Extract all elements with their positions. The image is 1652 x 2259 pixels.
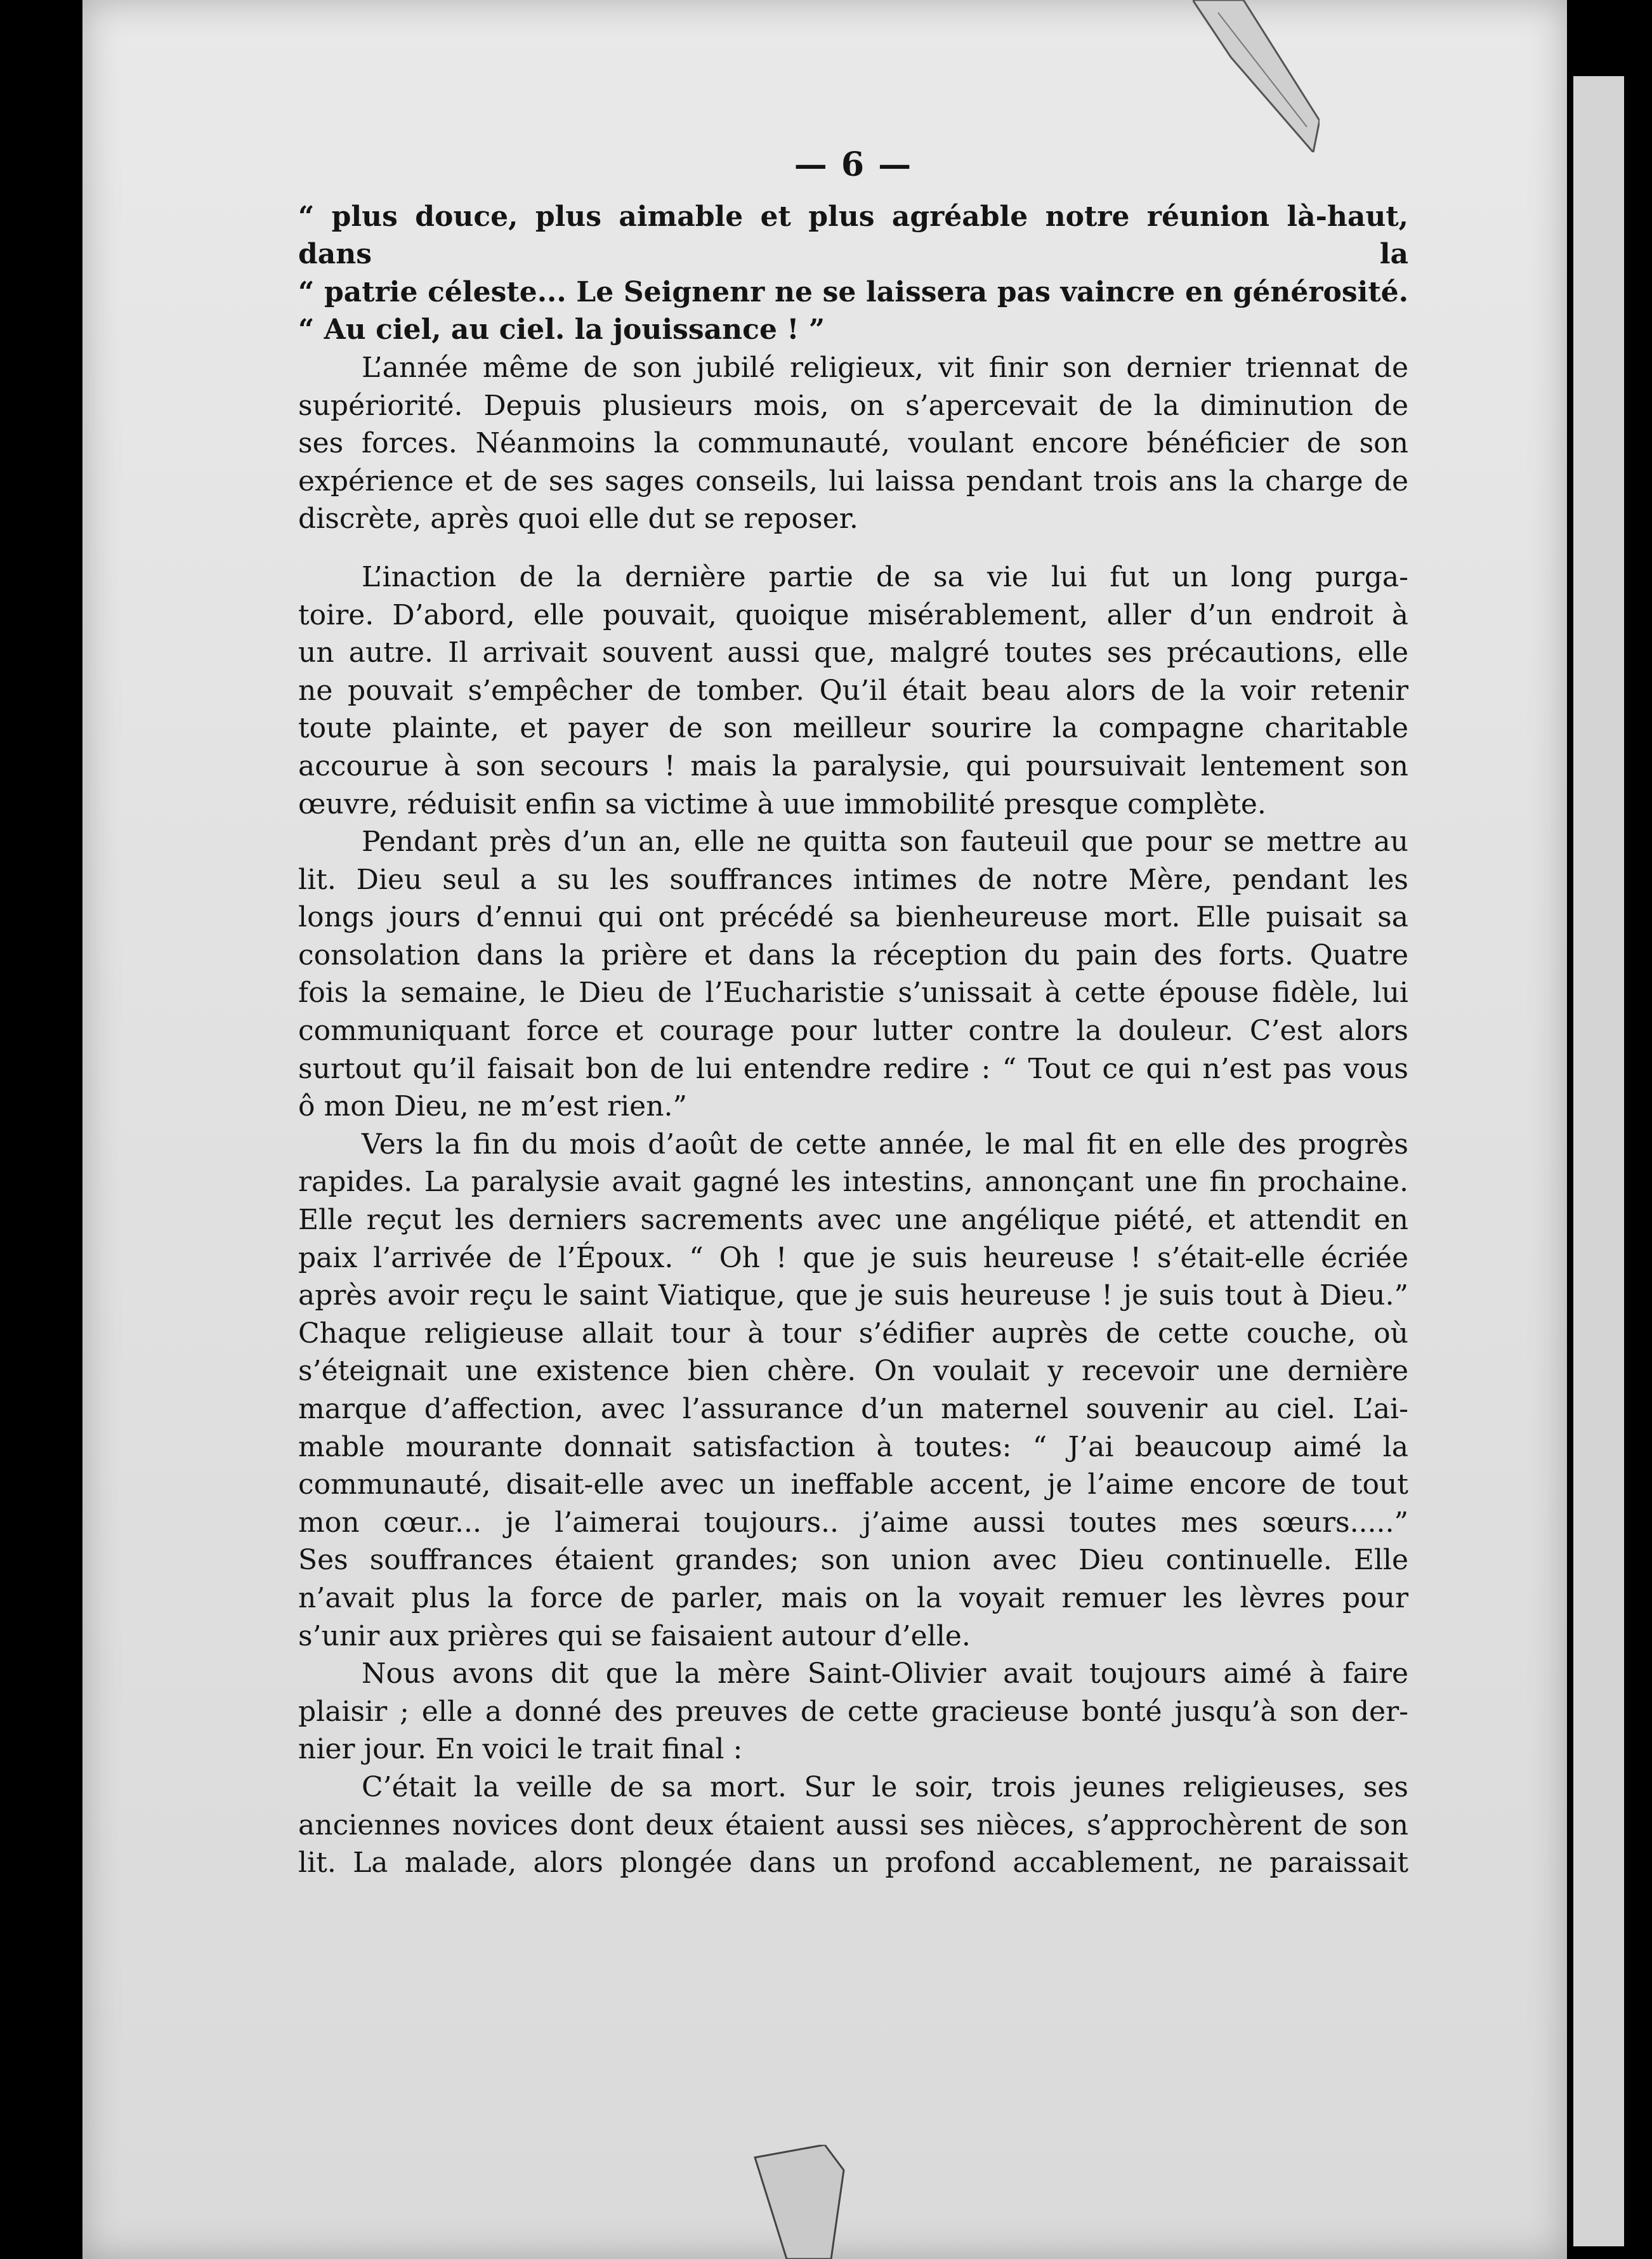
text-line: communiquant force et courage pour lutter contre la douleur. C’est alors (298, 1015, 1408, 1048)
text-line: nier jour. En voici le trait final : (298, 1733, 743, 1766)
text-line: plaisir ; elle a donné des preuves de cette gracieuse bonté jusqu’à son der- (298, 1695, 1408, 1728)
page-edge-strip (1573, 76, 1624, 2246)
text-line: communauté, disait-elle avec un ineffable accent, je l’aime encore de tout (298, 1468, 1408, 1501)
text-line: surtout qu’il faisait bon de lui entendre redire : “ Tout ce qui n’est pas vous (298, 1052, 1408, 1085)
text-line: Chaque religieuse allait tour à tour s’édifier auprès de cette couche, où (298, 1317, 1408, 1350)
text-line: supériorité. Depuis plusieurs mois, on s’apercevait de la diminution de (298, 389, 1408, 422)
text-line: Ses souffrances étaient grandes; son union avec Dieu continuelle. Elle (298, 1544, 1408, 1577)
text-line: “ Au ciel, au ciel. la jouissance ! ” (298, 313, 825, 346)
text-line: C’était la veille de sa mort. Sur le soir, trois jeunes religieuses, ses (362, 1770, 1408, 1803)
text-line: consolation dans la prière et dans la réception du pain des forts. Quatre (298, 939, 1408, 971)
text-line: mon cœur... je l’aimerai toujours.. j’aime aussi toutes mes sœurs.....” (298, 1506, 1408, 1539)
page-number: — 6 — (794, 145, 913, 184)
text-line: ses forces. Néanmoins la communauté, voulant encore bénéficier de son (298, 427, 1408, 460)
text-line: accourue à son secours ! mais la paralysie, qui poursuivait lentement son (298, 749, 1408, 782)
text-line: anciennes novices dont deux étaient aussi ses nièces, s’approchèrent de son (298, 1808, 1408, 1841)
text-line: marque d’affection, avec l’assurance d’un maternel souvenir au ciel. L’ai- (298, 1393, 1408, 1425)
text-line: L’année même de son jubilé religieux, vit finir son dernier triennat de (362, 351, 1408, 384)
paragraph-veille (298, 1768, 1408, 1882)
folded-corner (1193, 0, 1320, 152)
text-line: n’avait plus la force de parler, mais on la voyait remuer les lèvres pour (298, 1581, 1408, 1614)
text-line: ô mon Dieu, ne m’est rien.” (298, 1090, 688, 1123)
text-line: s’unir aux prières qui se faisaient autour d’elle. (298, 1619, 971, 1652)
text-line: expérience et de ses sages conseils, lui laissa pendant trois ans la charge de (298, 464, 1408, 497)
text-line: “ plus douce, plus aimable et plus agréable notre réunion là-haut, dans la (298, 200, 1408, 271)
text-line: Nous avons dit que la mère Saint-Olivier avait toujours aimé à faire (362, 1657, 1408, 1690)
paragraph-august (298, 1126, 1408, 1655)
text-line: discrète, après quoi elle dut se reposer. (298, 503, 858, 536)
paragraph-saint-olivier (298, 1655, 1408, 1768)
paragraph-gap (298, 538, 1408, 558)
text-line: un autre. Il arrivait souvent aussi que, malgré toutes ses précautions, elle (298, 636, 1408, 669)
text-line: fois la semaine, le Dieu de l’Eucharistie s’unissait à cette épouse fidèle, lui (298, 977, 1408, 1010)
text-line: œuvre, réduisit enfin sa victime à uue immobilité presque complète. (298, 787, 1266, 820)
text-line: longs jours d’ennui qui ont précédé sa bienheureuse mort. Elle puisait sa (298, 901, 1408, 934)
text-line: lit. Dieu seul a su les souffrances intimes de notre Mère, pendant les (298, 863, 1408, 896)
text-line: L’inaction de la dernière partie de sa vie lui fut un long purga- (362, 560, 1408, 593)
text-line: toire. D’abord, elle pouvait, quoique misérablement, aller d’un endroit à (298, 598, 1408, 631)
paragraph-jubilee (298, 349, 1408, 538)
text-line: Elle reçut les derniers sacrements avec une angélique piété, et attendit en (298, 1204, 1408, 1237)
text-line: rapides. La paralysie avait gagné les intestins, annonçant une fin prochaine. (298, 1166, 1408, 1199)
text-line: ne pouvait s’empêcher de tomber. Qu’il était beau alors de la voir retenir (298, 674, 1408, 707)
paragraph-fauteuil (298, 823, 1408, 1126)
text-line: Vers la fin du mois d’août de cette année, le mal fit en elle des progrès (362, 1128, 1408, 1161)
page-text (298, 146, 1408, 1882)
text-line: s’éteignait une existence bien chère. On voulait y recevoir une dernière (298, 1355, 1408, 1388)
paragraph-inaction (298, 558, 1408, 823)
text-line: lit. La malade, alors plongée dans un profond accablement, ne paraissait (298, 1847, 1408, 1880)
text-line: mable mourante donnait satisfaction à toutes: “ J’ai beaucoup aimé la (298, 1430, 1408, 1463)
torn-paper-fragment (749, 2145, 850, 2259)
text-line: toute plainte, et payer de son meilleur sourire la compagne charitable (298, 712, 1408, 745)
text-line: paix l’arrivée de l’Époux. “ Oh ! que je suis heureuse ! s’était-elle écriée (298, 1241, 1408, 1274)
text-line: Pendant près d’un an, elle ne quitta son fauteuil que pour se mettre au (362, 826, 1408, 859)
text-line: après avoir reçu le saint Viatique, que je suis heureuse ! je suis tout à Dieu.” (298, 1279, 1408, 1312)
text-line: “ patrie céleste... Le Seignenr ne se laissera pas vaincre en générosité. (298, 275, 1408, 308)
quote-continuation (298, 198, 1408, 349)
